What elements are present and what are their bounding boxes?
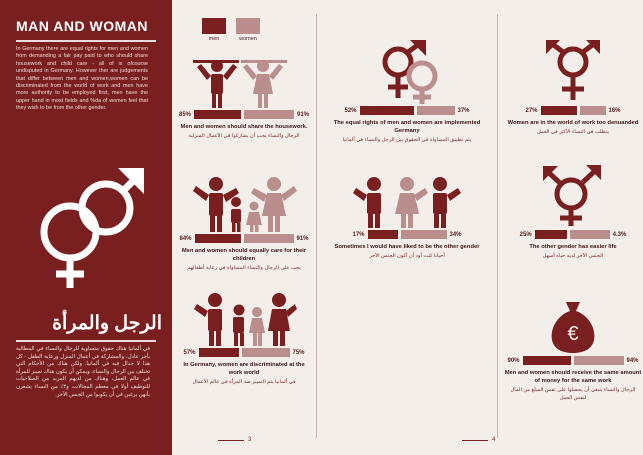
page-number-rule [218,440,244,441]
bar-row [176,348,312,357]
page-number-rule [462,440,488,441]
bar-women [570,230,610,239]
caption-en: The equal rights of men and women are implemented Germany [333,120,481,134]
male-female-combined-symbol [26,160,146,295]
stat-block-equal-rights [324,40,490,145]
stat-block-care-children [176,172,312,273]
two-people-lifting-icon [176,52,312,110]
intro-text-en: In Germany there are equal rights for men and women from demanding a fair pay paid to who should share housework and child care - all of is ofcourse undisputed in Germany. However ther are judgements that differ between men and women,women can be discriminated from the world of work and men have more authority to be employed first, men have the upper hand in most fields and %da of women feel that they wish to be from the other gender. [16,46,148,112]
value-women: 37% [457,107,470,114]
caption-en: Women are in the world of work too denuanded [507,120,639,126]
value-women: 75% [292,349,305,356]
stat-block-discrimination-work [176,288,312,387]
page-number-right [462,437,495,443]
stat-block-equal-pay [504,296,642,402]
bar-women [580,106,606,115]
caption-en: In Germany, women are discriminated at the work world [183,362,305,376]
value-men: 57% [183,349,196,356]
column-divider-1 [316,14,317,438]
bar-women [574,356,624,365]
page-title-en: MAN AND WOMAN [16,18,148,34]
intro-text-ar: في ألمانيا هناك حقوق متساوية للرجال والنساء في المطالبة بأجر عادل، والمشاركة في أعمال المنزل ورعاية الطفل - كل هذا لا جدال فيه في ألمانيا. ولكن هناك من الأحكام التي تختلف بين الرجال والنساء، ويمكن أن يكون هناك تمييز للمرأة في عالم العمل، وهناك من لديهم المزيد من الصلاحيات للتوظيف أولا في معظم المجالات، و٣٪ من النساء يشعرن بأنهن يرغبن في أن يكونوا من الجنس الآخر. [16,346,150,398]
content-area [172,0,643,455]
male-female-arrow-symbol-icon [506,160,640,230]
bar-men [199,348,239,357]
bar-men [523,356,571,365]
value-men: 52% [344,107,357,114]
bar-row [506,230,640,239]
legend-item-women [236,18,260,42]
title-divider [16,40,156,42]
value-women: 91% [297,111,310,118]
page-number-left [218,437,251,443]
legend-label-women: women [239,36,257,42]
left-panel [0,0,172,455]
caption-en: Men and women should receive the same amount of money for the same work [504,370,642,384]
caption-ar: يتطلب في النساء الأكثر في العمل [537,129,609,135]
bar-men [541,106,577,115]
bar-row [506,106,640,115]
page-number-left-value: 3 [248,437,252,443]
value-men: 85% [178,111,191,118]
page-number-right-value: 4 [492,437,496,443]
value-men: 90% [507,357,520,364]
caption-ar: أحيانا كنت أود أن أكون الجنس الآخر [369,253,445,259]
bar-men [194,110,241,119]
bar-women [242,348,290,357]
bar-women [401,230,447,239]
bar-women [417,106,455,115]
column-divider-2 [497,14,498,438]
value-men: 17% [352,231,365,238]
bar-row [504,356,642,365]
value-women: 34% [449,231,462,238]
caption-ar: يجب على الرجال والنساء المساواة في رعاية أطفالهم [187,265,301,271]
legend-swatch-men [202,18,226,34]
value-women: 91% [296,235,309,242]
caption-en: Men and women should share the housework. [180,124,308,130]
legend-label-men: men [208,36,220,42]
value-men: 25% [519,231,532,238]
stat-block-housework [176,52,312,141]
caption-en: Sometimes I would have liked to be the other gender [334,244,480,250]
bar-men [368,230,398,239]
money-bag-euro-icon [504,296,642,356]
stat-block-other-gender-wish [324,168,490,261]
value-men: 84% [179,235,192,242]
bar-women [244,234,294,243]
page-title-ar: الرجل والمرأة [52,313,162,334]
caption-ar: في ألمانيا يتم التمييز ضد المرأة في عالم الأعمال [192,379,296,385]
value-women: 4.3% [612,231,627,238]
bar-row [324,230,490,239]
value-men: 27% [525,107,538,114]
legend [202,18,260,42]
bar-women [244,110,294,119]
three-people-icon [324,168,490,230]
bar-men [360,106,414,115]
family-group-icon [176,288,312,348]
caption-en: Men and women should equally care for their children [181,248,307,262]
caption-ar: الرجال والنساء يجب أن يشاركوا في الأعمال المنزلية [188,133,300,139]
legend-swatch-women [236,18,260,34]
caption-ar: الجنس الآخر لديه حياة أسهل [542,253,604,259]
family-with-children-icon [176,172,312,234]
caption-en: The other gender has easier life [529,244,617,250]
svg-text:€: € [567,323,579,345]
stat-block-other-gender-easier [506,160,640,261]
caption-ar: يتم تطبيق المساواة في الحقوق بين الرجل والنساء في ألمانيا [342,137,472,143]
bar-row [324,106,490,115]
bar-men [195,234,241,243]
bar-men [535,230,567,239]
value-women: 94% [626,357,639,364]
title-divider-ar [16,340,156,342]
stat-block-women-world-of-work [506,40,640,137]
caption-ar: الرجال والنساء ينبغي أن يحصلوا على نفس المبلغ من المال لنفس العمل [510,387,636,401]
bar-row [176,234,312,243]
female-symbol-icon [506,40,640,106]
bar-row [176,110,312,119]
male-female-symbols-icon [324,40,490,106]
legend-item-men [202,18,226,42]
value-women: 16% [608,107,621,114]
